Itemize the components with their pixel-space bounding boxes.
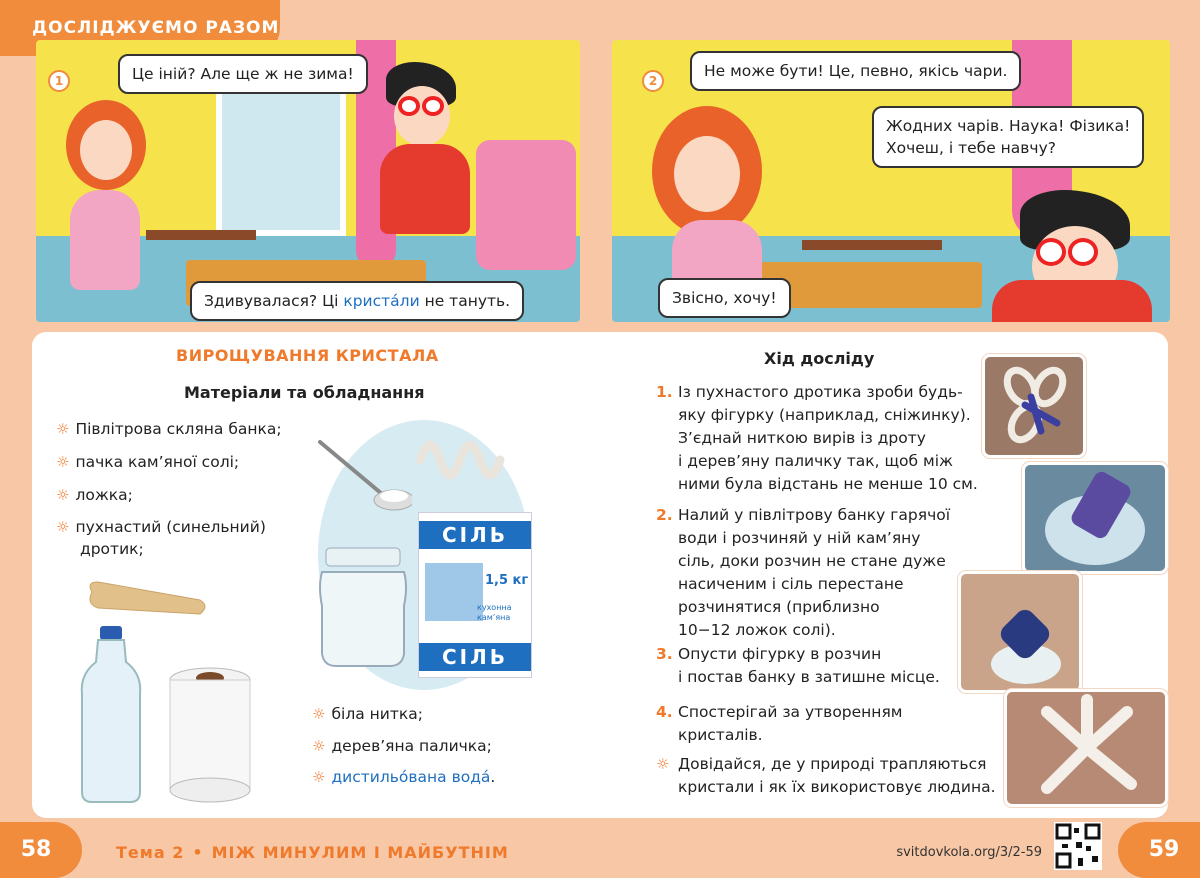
glossary-link[interactable]: дистильо́вана вода́	[331, 768, 491, 786]
glasses-icon	[398, 96, 420, 116]
speech-text: не тануть.	[419, 292, 511, 310]
glasses-icon	[1068, 238, 1098, 266]
speech-text: Жодних чарів. Наука! Фізика!	[886, 117, 1131, 135]
step-4: 4. Спостерігай за утворенням кристалів.	[656, 703, 903, 744]
glossary-link[interactable]: криста́ли	[343, 292, 420, 310]
salt-pack	[418, 512, 532, 678]
boy-face	[394, 86, 450, 146]
photo-crystal-result	[1004, 689, 1168, 807]
water-bottle-icon	[76, 624, 146, 804]
glasses-icon	[422, 96, 444, 116]
girl-face	[80, 120, 132, 180]
theme-title: МІЖ МИНУЛИМ І МАЙБУТНІМ	[211, 843, 509, 862]
theme-prefix: Тема 2	[116, 843, 185, 862]
theme-dot: •	[192, 843, 204, 862]
salt-subtitle: кухонна кам’яна	[477, 603, 512, 622]
sun-bullet-icon: ☼	[312, 737, 326, 755]
material-item: ☼ дерев’яна паличка;	[312, 737, 492, 755]
speech-bubble	[118, 54, 368, 94]
crystal-figure-icon	[1007, 692, 1165, 804]
section-badge-label: ДОСЛІДЖУЄМО РАЗОМ	[32, 18, 280, 38]
table	[802, 240, 942, 250]
snowflake-pattern	[425, 563, 483, 621]
salt-weight: 1,5 кг	[485, 573, 529, 588]
step-3: 3. Опусти фігурку в розчин і постав банку в затишне місце.	[656, 645, 940, 686]
theme-label	[116, 843, 509, 862]
boy-hoodie	[380, 144, 470, 234]
step-number: 1.	[656, 383, 673, 401]
step-number: 2.	[656, 506, 673, 524]
sun-bullet-icon: ☼	[312, 705, 326, 723]
material-item: ☼ пухнастий (синельний)	[56, 518, 266, 536]
page-number-left: 58	[0, 822, 82, 878]
speech-text: Не може бути! Це, певно, якісь чари.	[704, 62, 1008, 80]
step-1: 1. Із пухнастого дротика зроби будь- яку фігурку (наприклад, сніжинку). З’єднай ниткою вирів із дроту і дерев’яну паличку так, щоб між ними була відстань не менше 10 см.	[656, 383, 978, 493]
panel-number-2: 2	[642, 70, 664, 92]
material-item: ☼ біла нитка;	[312, 705, 423, 723]
material-item: ☼ дистильо́вана вода́.	[312, 768, 496, 786]
material-item: ☼ Півлітрова скляна банка;	[56, 420, 282, 438]
page-number-right: 59	[1118, 822, 1200, 878]
boy-hoodie	[992, 280, 1152, 322]
glass-jar-icon	[316, 546, 410, 670]
thread-spool-icon	[166, 666, 254, 806]
step-2: 2. Налий у півлітрову банку гарячої води і розчиняй у ній кам’яну сіль, доки розчин не стане дуже насиченим і сіль перестане розчинятися (приблизно 10−12 ложок солі).	[656, 506, 951, 639]
step-number: 4.	[656, 703, 673, 721]
speech-bubble	[690, 51, 1021, 91]
photo-crystal-growing	[958, 571, 1082, 693]
materials-heading: Матеріали та обладнання	[184, 383, 425, 402]
girl-face	[674, 136, 740, 212]
sun-bullet-icon: ☼	[56, 486, 70, 504]
sun-bullet-icon: ☼	[56, 420, 70, 438]
sun-bullet-icon: ☼	[312, 768, 326, 786]
material-item: ☼ пачка кам’яної солі;	[56, 453, 240, 471]
girl-dress	[70, 190, 140, 290]
step-number: 3.	[656, 645, 673, 663]
speech-bubble	[190, 281, 524, 321]
speech-text: Звісно, хочу!	[672, 289, 777, 307]
spoon-icon	[312, 434, 412, 514]
speech-bubble	[872, 106, 1144, 168]
sun-bullet-icon: ☼	[56, 518, 70, 536]
panel-number-1: 1	[48, 70, 70, 92]
material-item-cont: дротик;	[80, 540, 144, 558]
glasses-icon	[1036, 238, 1066, 266]
speech-text: Хочеш, і тебе навчу?	[886, 139, 1056, 157]
chenille-wire-icon	[410, 430, 520, 490]
salt-pack-label: СІЛЬ	[419, 643, 531, 671]
photo-wire-snowflake	[982, 354, 1086, 458]
resource-link[interactable]: svitdovkola.org/3/2-59	[896, 845, 1042, 860]
sun-bullet-icon: ☼	[56, 453, 70, 471]
qr-code-pattern	[1054, 822, 1102, 870]
table	[146, 230, 256, 240]
qr-code-icon[interactable]	[1054, 822, 1102, 870]
photo-jar-with-figure	[1022, 462, 1168, 574]
salt-pack-label: СІЛЬ	[419, 521, 531, 549]
speech-text: Здивувалася? Ці	[204, 292, 344, 310]
armchair	[476, 140, 576, 270]
wooden-stick-icon	[86, 578, 210, 622]
material-item: ☼ ложка;	[56, 486, 133, 504]
sun-bullet-icon: ☼	[656, 755, 670, 773]
speech-bubble	[658, 278, 791, 318]
procedure-heading: Хід досліду	[764, 349, 875, 368]
speech-text: Це іній? Але ще ж не зима!	[132, 65, 354, 83]
extra-task: ☼ Довідайся, де у природі трапляються кристали і як їх використовує людина.	[656, 755, 996, 796]
snowflake-wire-icon	[985, 357, 1083, 455]
experiment-title: ВИРОЩУВАННЯ КРИСТАЛА	[176, 346, 439, 365]
window	[216, 86, 346, 236]
